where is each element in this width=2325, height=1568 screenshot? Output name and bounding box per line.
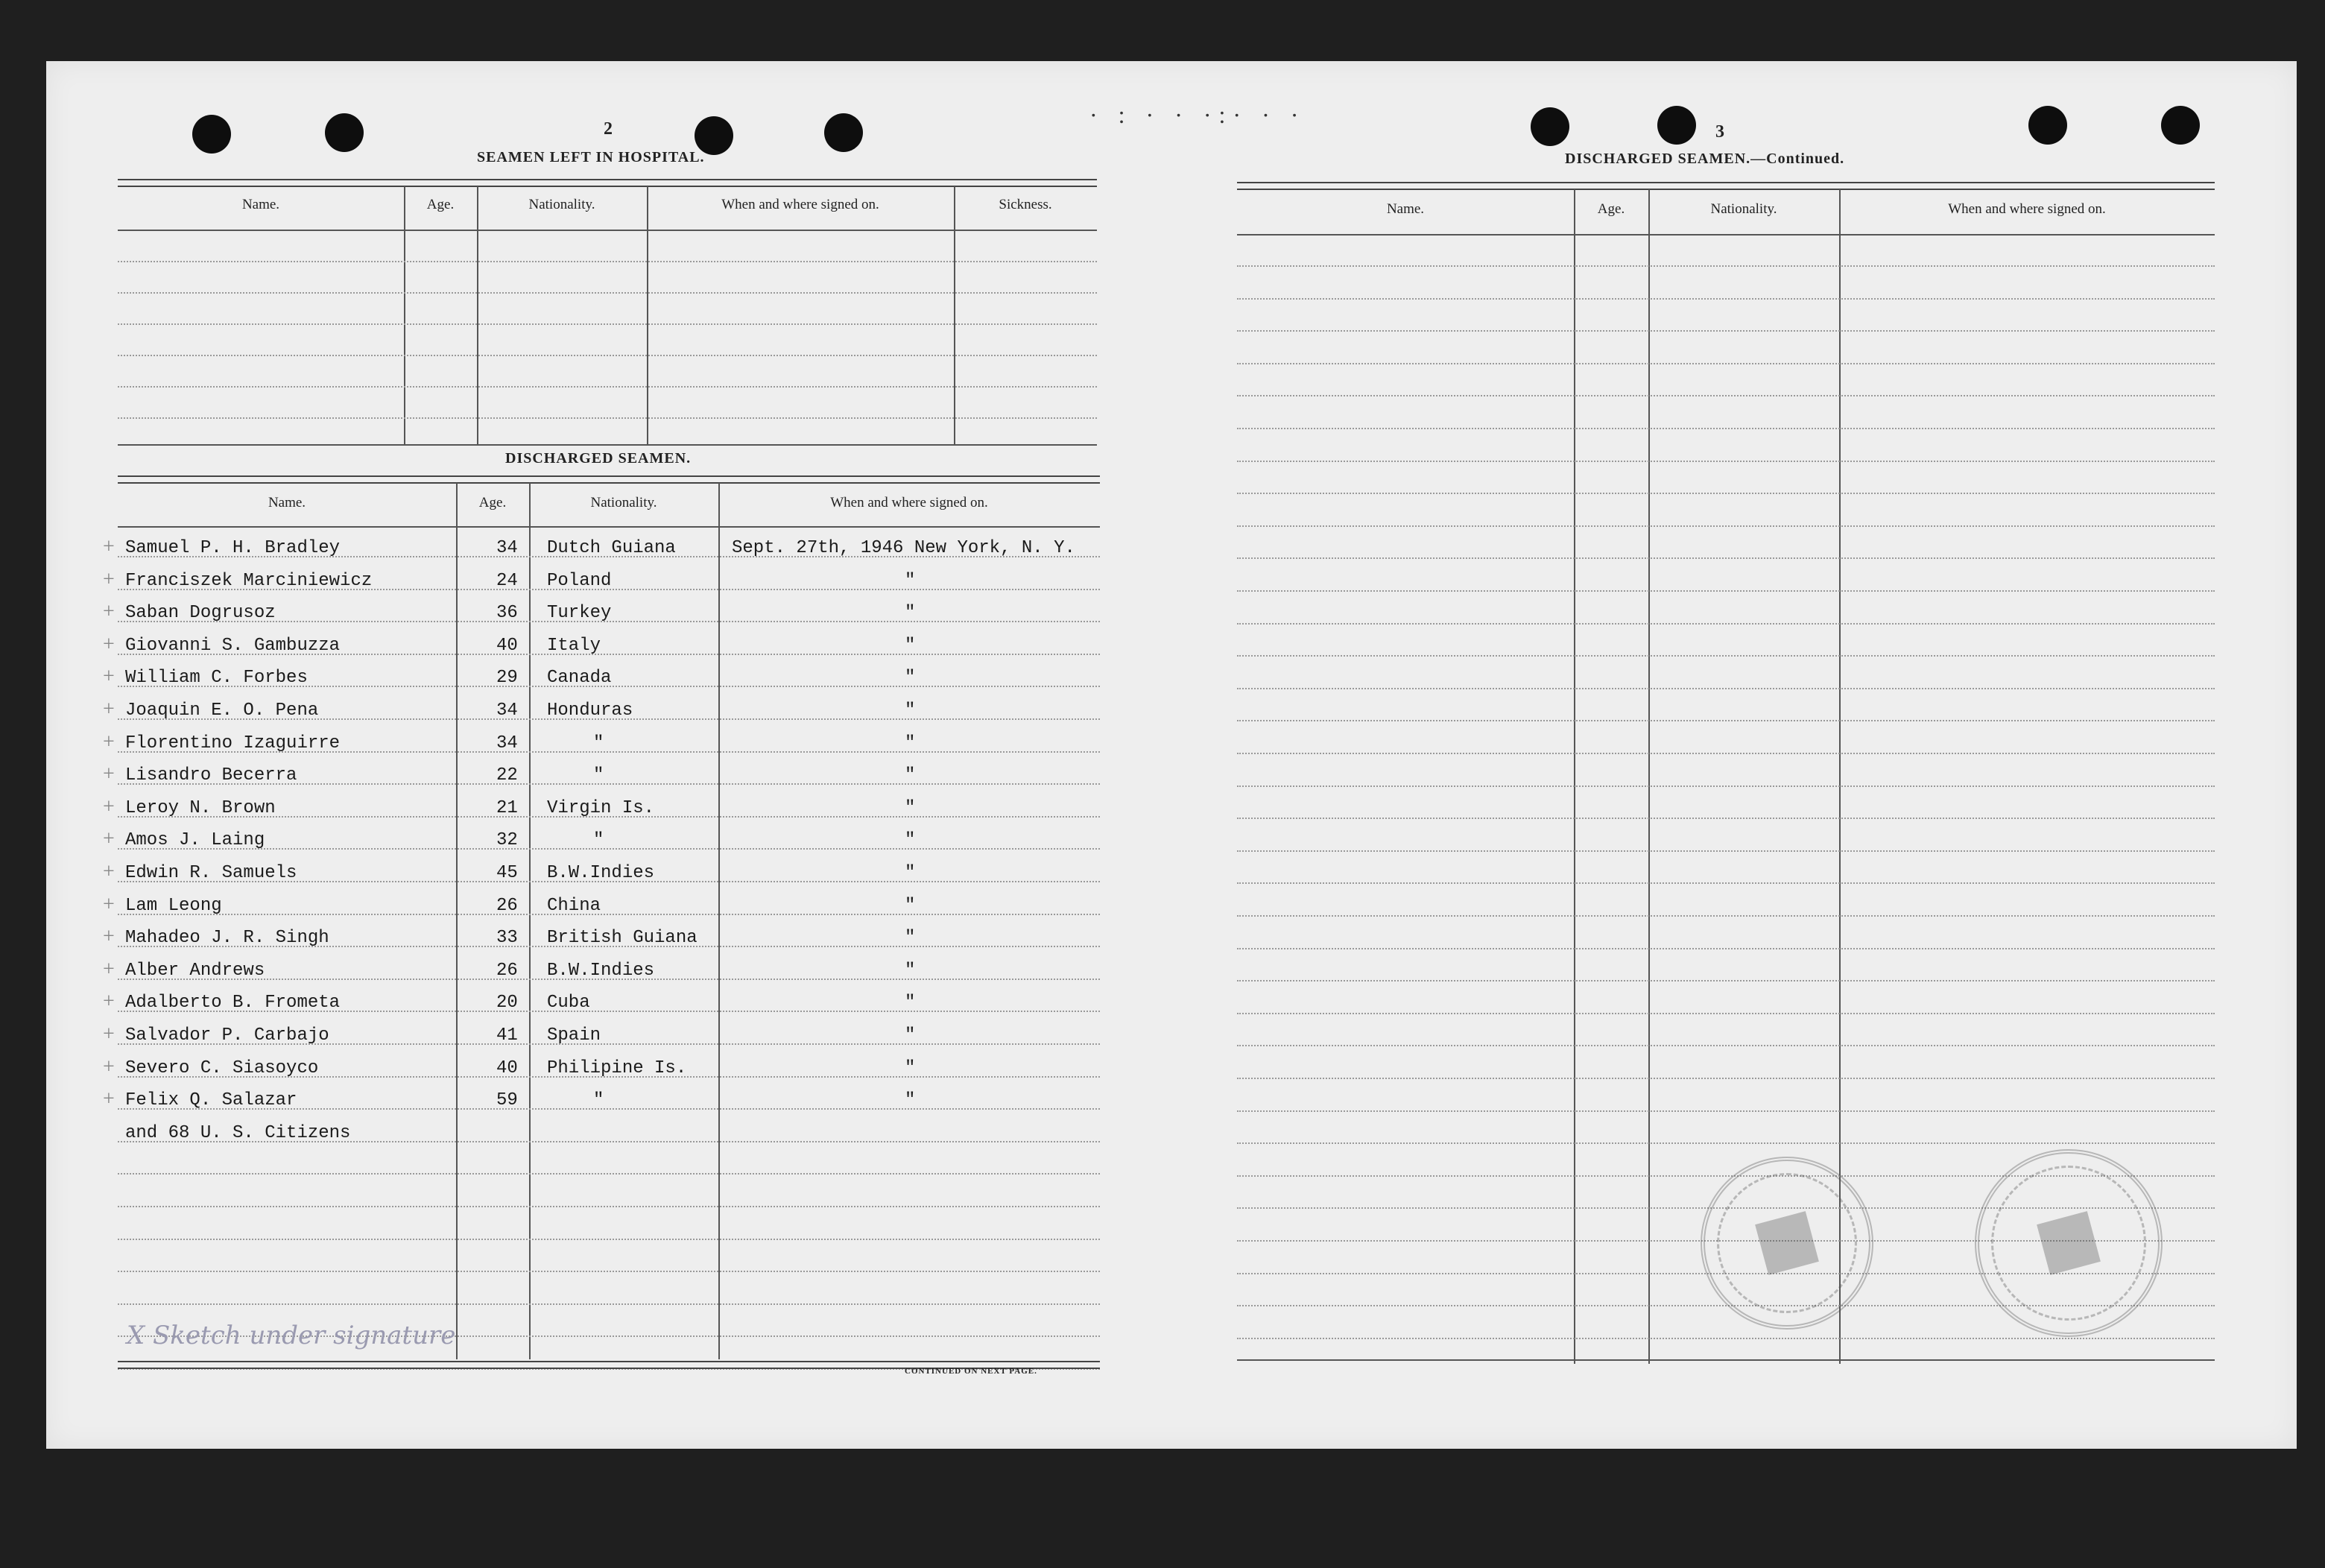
seaman-nationality: Dutch Guiana [547, 538, 676, 558]
handwritten-note: X Sketch under signature [127, 1321, 456, 1350]
check-mark: + [103, 990, 115, 1013]
check-mark: + [103, 698, 115, 721]
seaman-name: Leroy N. Brown [125, 798, 276, 818]
check-mark: + [103, 1022, 115, 1046]
seaman-age: 29 [496, 668, 518, 688]
seaman-signed-on: " [905, 571, 916, 591]
punch-hole [325, 113, 364, 152]
seaman-signed-on: " [905, 896, 916, 916]
seaman-nationality: China [547, 896, 601, 916]
seaman-name: Saban Dogrusoz [125, 603, 276, 623]
col-age: Age. [1597, 201, 1625, 217]
seaman-name: Lam Leong [125, 896, 222, 916]
seaman-signed-on: " [905, 701, 916, 721]
seaman-nationality: Honduras [547, 701, 633, 721]
col-name: Name. [241, 197, 280, 212]
punch-hole [824, 113, 863, 152]
seaman-name: Samuel P. H. Bradley [125, 538, 341, 558]
seaman-age: 34 [496, 701, 518, 721]
seaman-signed-on: " [905, 798, 916, 818]
seaman-nationality: B.W.Indies [547, 863, 655, 883]
col-age: Age. [478, 495, 507, 510]
check-mark: + [103, 665, 115, 688]
seaman-signed-on: " [905, 765, 916, 785]
check-mark: + [103, 860, 115, 883]
seaman-name: Mahadeo J. R. Singh [125, 928, 329, 948]
punch-hole [192, 115, 231, 154]
seaman-age: 26 [496, 961, 518, 981]
page-number-right: 3 [1715, 122, 1724, 142]
check-mark: + [103, 893, 115, 916]
check-mark: + [103, 958, 115, 981]
seaman-age: 59 [496, 1090, 518, 1110]
seaman-signed-on: " [905, 1058, 916, 1078]
discharged-heading: DISCHARGED SEAMEN. [505, 450, 692, 467]
check-mark: + [103, 730, 115, 753]
seaman-signed-on: " [905, 830, 916, 850]
page-number-left: 2 [604, 119, 613, 139]
seaman-age: 41 [496, 1025, 518, 1046]
check-mark: + [103, 535, 115, 558]
seaman-age: 26 [496, 896, 518, 916]
seaman-signed-on: " [905, 993, 916, 1013]
seaman-age: 21 [496, 798, 518, 818]
seaman-age: 32 [496, 830, 518, 850]
col-nationality: Nationality. [590, 495, 657, 510]
check-mark: + [103, 795, 115, 818]
seaman-nationality: Poland [547, 571, 612, 591]
seaman-nationality: " [593, 830, 604, 850]
seaman-signed-on: " [905, 863, 916, 883]
seaman-age: 34 [496, 733, 518, 753]
seaman-nationality: Cuba [547, 993, 590, 1013]
seaman-nationality: Turkey [547, 603, 612, 623]
seaman-name: Felix Q. Salazar [125, 1090, 297, 1110]
seaman-nationality: Philipine Is. [547, 1058, 687, 1078]
seaman-name: Severo C. Siasoyco [125, 1058, 319, 1078]
col-name: Name. [1386, 201, 1425, 217]
seaman-nationality: B.W.Indies [547, 961, 655, 981]
check-mark: + [103, 925, 115, 948]
seaman-age: 40 [496, 1058, 518, 1078]
seaman-nationality: Spain [547, 1025, 601, 1046]
seaman-name: Amos J. Laing [125, 830, 265, 850]
seaman-nationality: Virgin Is. [547, 798, 655, 818]
col-signed-on: When and where signed on. [721, 197, 879, 212]
check-mark: + [103, 568, 115, 591]
seaman-age: 22 [496, 765, 518, 785]
seaman-name: Alber Andrews [125, 961, 265, 981]
continued-heading: DISCHARGED SEAMEN.—Continued. [1565, 151, 1845, 167]
check-mark: + [103, 600, 115, 623]
seaman-name: Giovanni S. Gambuzza [125, 636, 341, 656]
check-mark: + [103, 762, 115, 785]
seaman-signed-on: " [905, 928, 916, 948]
punch-hole [2161, 106, 2200, 145]
seaman-signed-on: " [905, 636, 916, 656]
seaman-age: 36 [496, 603, 518, 623]
check-mark: + [103, 1087, 115, 1110]
seaman-nationality: " [593, 765, 604, 785]
seaman-signed-on: " [905, 1090, 916, 1110]
customs-stamp [1975, 1149, 2163, 1337]
seaman-name: Franciszek Marciniewicz [125, 571, 373, 591]
col-age: Age. [426, 197, 455, 212]
seaman-signed-on: " [905, 668, 916, 688]
manifest-paper [46, 61, 2297, 1449]
seaman-age: 20 [496, 993, 518, 1013]
continued-note: CONTINUED ON NEXT PAGE. [905, 1367, 1037, 1376]
seaman-name: Adalberto B. Frometa [125, 993, 341, 1013]
seaman-signed-on: " [905, 603, 916, 623]
col-signed-on: When and where signed on. [1948, 201, 2106, 217]
seaman-name: Lisandro Becerra [125, 765, 297, 785]
punch-hole [1657, 106, 1696, 145]
seaman-nationality: Canada [547, 668, 612, 688]
seaman-nationality: " [593, 1090, 604, 1110]
seaman-age: 40 [496, 636, 518, 656]
seaman-name: and 68 U. S. Citizens [125, 1123, 351, 1143]
col-nationality: Nationality. [528, 197, 595, 212]
punch-hole [1531, 107, 1569, 146]
seaman-signed-on: " [905, 1025, 916, 1046]
seaman-name: Joaquin E. O. Pena [125, 701, 319, 721]
seaman-name: Florentino Izaguirre [125, 733, 341, 753]
seaman-age: 33 [496, 928, 518, 948]
seaman-age: 34 [496, 538, 518, 558]
customs-stamp [1701, 1157, 1873, 1330]
seaman-signed-on: " [905, 961, 916, 981]
seaman-nationality: British Guiana [547, 928, 698, 948]
check-mark: + [103, 633, 115, 656]
ink-specks: · : · · ·:· · · [1089, 101, 1306, 128]
seaman-name: Salvador P. Carbajo [125, 1025, 329, 1046]
check-mark: + [103, 1055, 115, 1078]
seaman-age: 45 [496, 863, 518, 883]
col-name: Name. [268, 495, 306, 510]
seaman-signed-on: Sept. 27th, 1946 New York, N. Y. [732, 538, 1075, 558]
hospital-heading: SEAMEN LEFT IN HOSPITAL. [477, 149, 705, 165]
col-signed-on: When and where signed on. [830, 495, 988, 510]
seaman-nationality: " [593, 733, 604, 753]
punch-hole [2028, 106, 2067, 145]
col-sickness: Sickness. [999, 197, 1052, 212]
seaman-name: William C. Forbes [125, 668, 308, 688]
col-nationality: Nationality. [1710, 201, 1777, 217]
seaman-nationality: Italy [547, 636, 601, 656]
seaman-name: Edwin R. Samuels [125, 863, 297, 883]
seaman-age: 24 [496, 571, 518, 591]
check-mark: + [103, 827, 115, 850]
seaman-signed-on: " [905, 733, 916, 753]
